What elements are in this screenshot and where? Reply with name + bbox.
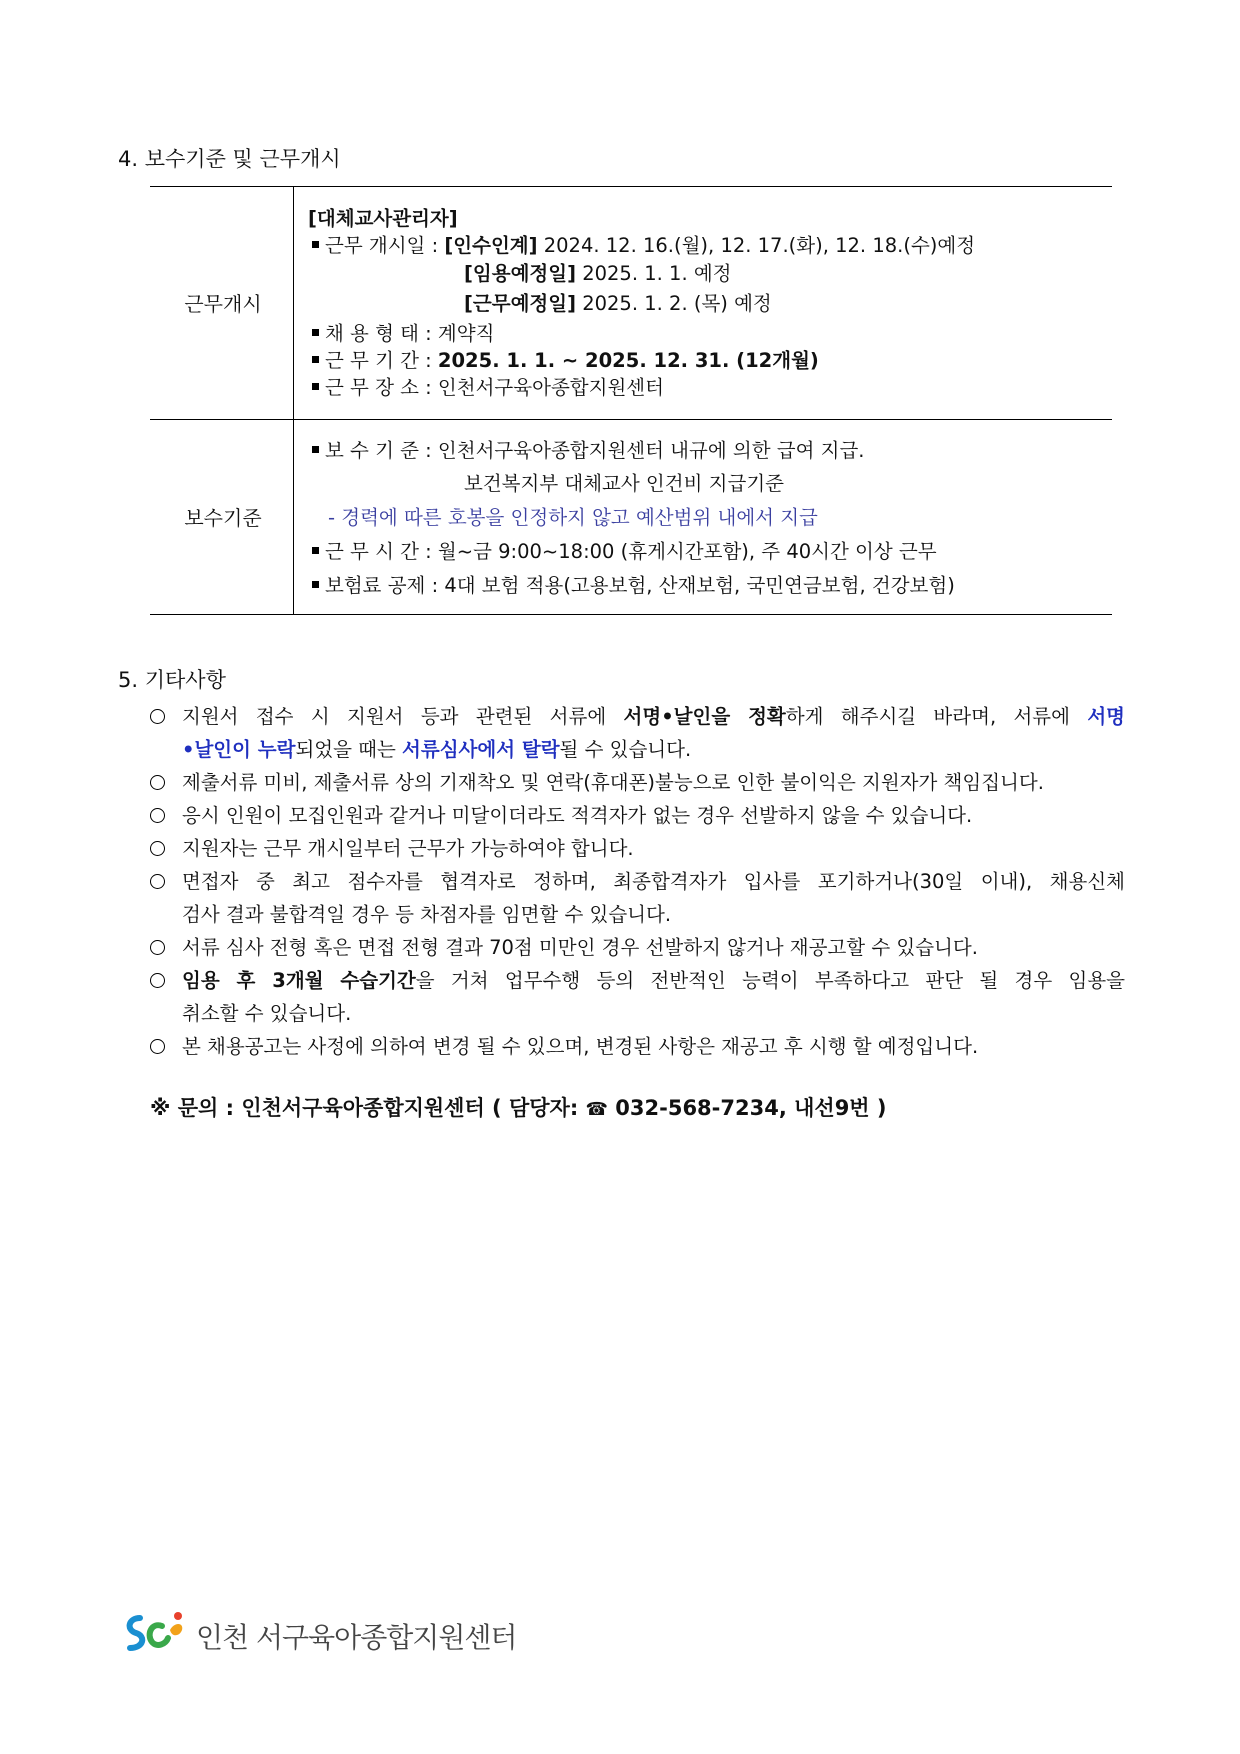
circle-bullet-icon: [150, 874, 165, 889]
contact-line: ※ 문의 : 인천서구육아종합지원센터 ( 담당자: ☎ 032-568-7234, 내선9번 ): [150, 1096, 887, 1120]
section-4-title: 4. 보수기준 및 근무개시: [118, 147, 341, 171]
logo-text: 인천 서구육아종합지원센터: [196, 1621, 517, 1654]
table-middle-border: [150, 419, 1112, 420]
row-label-pay-standard: 보수기준: [184, 506, 262, 530]
list-item: 본 채용공고는 사정에 의하여 변경 될 수 있으며, 변경된 사항은 재공고 후 시행 할 예정입니다.: [150, 1030, 1125, 1063]
circle-bullet-icon: [150, 940, 165, 955]
circle-bullet-icon: [150, 808, 165, 823]
row-label-work-start: 근무개시: [184, 292, 262, 316]
table-top-border: [150, 186, 1112, 187]
bullet-square-icon: [312, 356, 319, 363]
bullet-square-icon: [312, 383, 319, 390]
circle-bullet-icon: [150, 775, 165, 790]
work-place-line: 근 무 장 소 : 인천서구육아종합지원센터: [312, 372, 664, 400]
circle-bullet-icon: [150, 709, 165, 724]
circle-bullet-icon: [150, 1039, 165, 1054]
circle-bullet-icon: [150, 841, 165, 856]
insurance-line: 보험료 공제 : 4대 보험 적용(고용보험, 산재보험, 국민연금보험, 건강보험): [312, 570, 955, 598]
bullet-square-icon: [312, 329, 319, 336]
employment-type-line: 채 용 형 태 : 계약직: [312, 318, 494, 346]
bullet-square-icon: [312, 446, 319, 453]
phone-icon: ☎: [585, 1099, 608, 1120]
appoint-date-line: [임용예정일] 2025. 1. 1. 예정: [464, 262, 732, 285]
work-date-line: [근무예정일] 2025. 1. 2. (목) 예정: [464, 292, 772, 315]
role-header: [대체교사관리자]: [308, 207, 458, 230]
center-logo-icon: [120, 1608, 190, 1656]
list-item: 임용 후 3개월 수습기간을 거쳐 업무수행 등의 전반적인 능력이 부족하다고 판단 될 경우 임용을 취소할 수 있습니다.: [150, 964, 1125, 1030]
start-date-line: 근무 개시일 : [인수인계] 2024. 12. 16.(월), 12. 17.(화), 12. 18.(수)예정: [312, 230, 975, 258]
bullet-square-icon: [312, 581, 319, 588]
pay-standard-line-2: 보건복지부 대체교사 인건비 지급기준: [464, 472, 784, 495]
pay-standard-line: 보 수 기 준 : 인천서구육아종합지원센터 내규에 의한 급여 지급.: [312, 435, 865, 463]
work-hours-line: 근 무 시 간 : 월~금 9:00~18:00 (휴게시간포함), 주 40시간 이상 근무: [312, 536, 937, 564]
list-item: 면접자 중 최고 점수자를 협격자로 정하며, 최종합격자가 입사를 포기하거나(30일 이내), 채용신체 검사 결과 불합격일 경우 등 차점자를 임면할 수 있습니다.: [150, 865, 1125, 931]
table-column-divider: [293, 186, 294, 614]
pay-note: - 경력에 따른 호봉을 인정하지 않고 예산범위 내에서 지급: [328, 506, 818, 529]
list-item: 지원서 접수 시 지원서 등과 관련된 서류에 서명•날인을 정확하게 해주시길 바라며, 서류에 서명 •날인이 누락되었을 때는 서류심사에서 탈락될 수 있습니다.: [150, 700, 1125, 766]
work-period-line: 근 무 기 간 : 2025. 1. 1. ~ 2025. 12. 31. (12개월): [312, 345, 819, 373]
bullet-square-icon: [312, 547, 319, 554]
list-item: 제출서류 미비, 제출서류 상의 기재착오 및 연락(휴대폰)불능으로 인한 불이익은 지원자가 책임집니다.: [150, 766, 1125, 799]
section-5-title: 5. 기타사항: [118, 668, 226, 692]
list-item: 지원자는 근무 개시일부터 근무가 가능하여야 합니다.: [150, 832, 1125, 865]
footer-logo: [120, 1608, 517, 1658]
list-item: 서류 심사 전형 혹은 면접 전형 결과 70점 미만인 경우 선발하지 않거나 재공고할 수 있습니다.: [150, 931, 1125, 964]
table-bottom-border: [150, 614, 1112, 615]
list-item: 응시 인원이 모집인원과 같거나 미달이더라도 적격자가 없는 경우 선발하지 않을 수 있습니다.: [150, 799, 1125, 832]
circle-bullet-icon: [150, 973, 165, 988]
bullet-square-icon: [312, 241, 319, 248]
